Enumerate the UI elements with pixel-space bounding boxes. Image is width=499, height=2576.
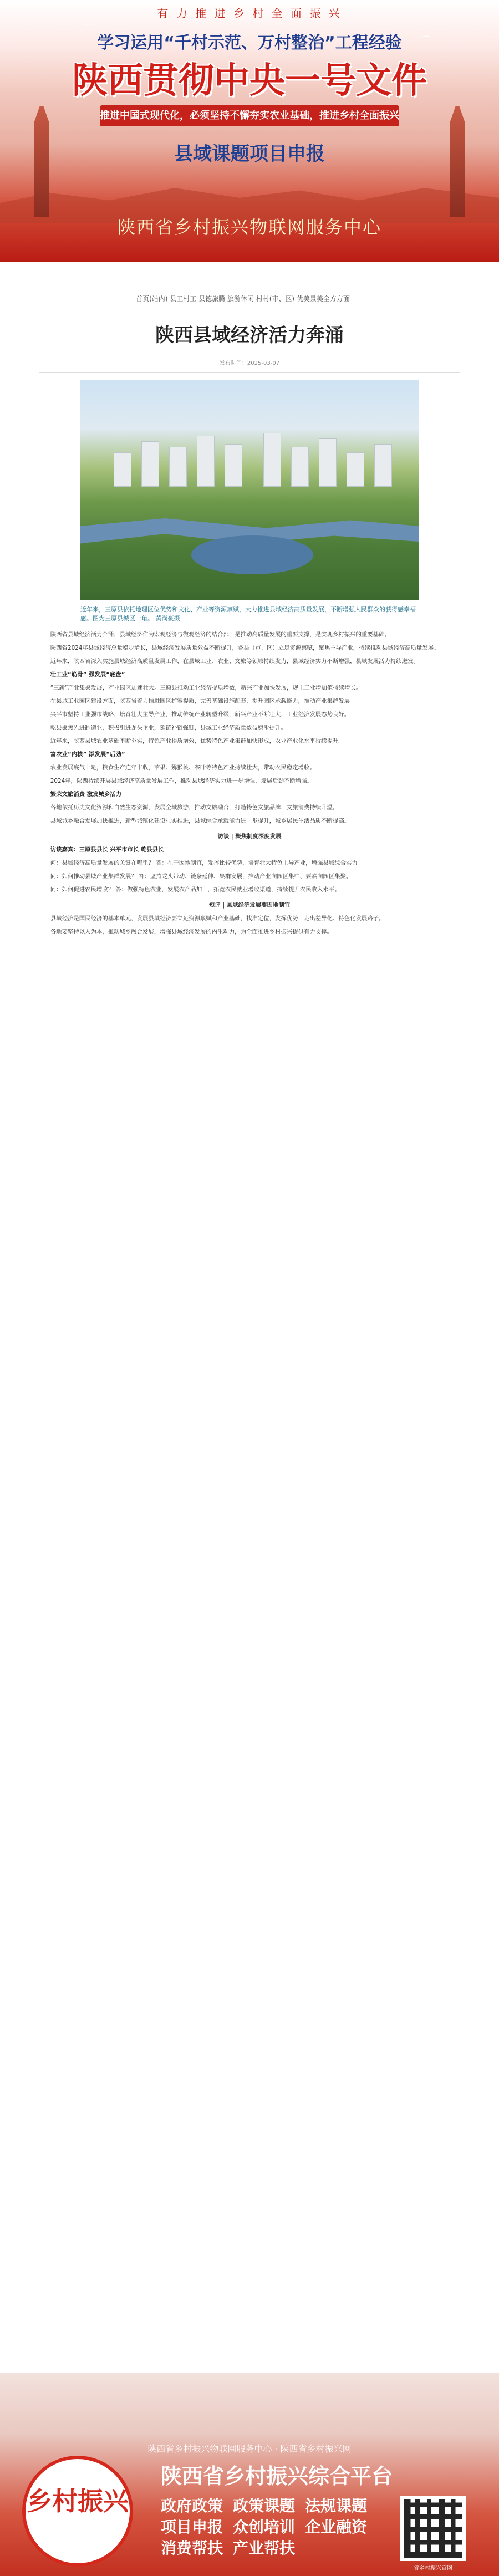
service-item[interactable]: 产业帮扶 [233, 2539, 296, 2557]
logo-badge [22, 2456, 133, 2567]
service-item[interactable]: 政府政策 [161, 2497, 223, 2515]
banner-slogan: 推进中国式现代化，必须坚持不懈夯实农业基础，推进乡村全面振兴 [100, 105, 399, 126]
article-paragraph: 乾县聚焦先进制造业，积极引进龙头企业，延链补链强链，县域工业经济质量效益稳步提升。 [50, 725, 287, 731]
article-paragraph: 陕西省县域经济活力奔涌，县域经济作为宏观经济与微观经济的结合部，是推动高质量发展的重要支撑，是实现乡村振兴的重要基础。 [50, 631, 390, 638]
building [197, 436, 215, 487]
service-item[interactable]: 项目申报 [161, 2518, 223, 2536]
article-paragraph: 县域经济是国民经济的基本单元，发展县域经济要立足资源禀赋和产业基础，找准定位，发挥优势，走出差异化、特色化发展路子。 [50, 915, 385, 922]
article-paragraph: 各地依托历史文化资源和自然生态资源，发展全域旅游，推动文旅融合，打造特色文旅品牌，文旅消费持续升温。 [50, 804, 339, 811]
building [263, 433, 281, 487]
article-paragraph: 繁荣文旅消费 激发城乡活力 [50, 791, 122, 798]
footer-banner [0, 2373, 499, 2576]
article-paragraph: 壮工业“筋骨” 强发展“底盘” [50, 671, 125, 678]
banner-top-slogan: 有 力 推 进 乡 村 全 面 振 兴 [157, 7, 342, 20]
article-paragraph: 陕西省2024年县域经济总量稳步增长，县域经济发展质量效益不断提升，各县（市、区）立足资源禀赋，聚焦主导产业，持续推动县域经济高质量发展。 [50, 645, 440, 651]
article-paragraph: 近年来，陕西省深入实施县域经济高质量发展工作，在县域工业、农业、文旅等领域持续发力，县域经济实力不断增强，县域发展活力持续迸发。 [50, 658, 419, 665]
banner-title: 陕西贯彻中央一号文件 [72, 60, 427, 101]
article-paragraph: 2024年，陕西持续开展县域经济高质量发展工作，推动县域经济实力进一步增强，发展后劲不断增强。 [50, 778, 313, 784]
article-paragraph: 问：如何促进农民增收？ 答：做强特色农业，发展农产品加工，拓宽农民就业增收渠道，持续提升农民收入水平。 [50, 886, 340, 893]
article-meta: 发布时间：2025-03-07 [219, 360, 280, 366]
qr-code[interactable] [400, 2496, 466, 2561]
building [319, 438, 337, 487]
article-body [39, 630, 460, 937]
building [114, 452, 131, 487]
logo-badge-text: 乡村振兴 [27, 2486, 129, 2516]
banner-project: 县域课题项目申报 [174, 143, 325, 165]
article-title: 陕西县域经济活力奔涌 [155, 324, 344, 346]
article-paragraph: 问：县域经济高质量发展的关键在哪里？ 答：在于因地制宜，发挥比较优势，培育壮大特色主导产业，增强县域综合实力。 [50, 860, 364, 866]
article-photo [80, 380, 419, 600]
service-item[interactable]: 消费帮扶 [161, 2539, 223, 2557]
service-item[interactable]: 企业融资 [305, 2518, 368, 2536]
photo-caption: 近年来，三原县依托地理区位优势和文化、产业等资源禀赋，大力推进县域经济高质量发展，不断增强人民群众的获得感幸福感。图为三原县城区一角。 黄尚豪摄 [80, 606, 416, 622]
article-paragraph: 农业发展底气十足，粮食生产连年丰收，苹果、猕猴桃、茶叶等特色产业持续壮大，带动农民稳定增收。 [50, 764, 315, 771]
lake [191, 535, 313, 574]
service-item[interactable]: 法规课题 [305, 2497, 368, 2515]
article-paragraph: 在县域工业园区建设方面，陕西省着力推进园区扩容提质，完善基础设施配套，提升园区承载能力，推动产业集群发展。 [50, 698, 356, 705]
building [291, 447, 309, 487]
service-item[interactable]: 众创培训 [233, 2518, 296, 2536]
footer-top-text: 陕西省乡村振兴物联网服务中心 · 陕西省乡村振兴网 [147, 2444, 352, 2454]
article [39, 262, 460, 940]
header-banner [0, 0, 499, 262]
article-paragraph: 问：如何推动县域产业集群发展？ 答：坚持龙头带动、链条延伸、集群发展，推动产业向园区集中、要素向园区集聚。 [50, 873, 352, 880]
building [169, 447, 187, 487]
divider [39, 372, 460, 373]
service-list [161, 2496, 383, 2559]
building [347, 452, 364, 487]
qr-pattern [404, 2499, 462, 2558]
service-item[interactable]: 政策课题 [233, 2497, 296, 2515]
banner-center-name: 陕西省乡村振兴物联网服务中心 [117, 217, 381, 238]
building [374, 444, 392, 487]
building [225, 444, 242, 487]
article-paragraph: 富农业“内核” 添发展“后劲” [50, 751, 125, 758]
building [141, 441, 159, 487]
bird-icon: ⌒ [421, 35, 431, 47]
article-paragraph: 兴平市坚持工业强市战略，培育壮大主导产业，推动传统产业转型升级，新兴产业不断壮大，工业经济发展态势良好。 [50, 711, 350, 718]
article-paragraph: 县域城乡融合发展加快推进，新型城镇化建设扎实推进，县城综合承载能力进一步提升，城乡居民生活品质不断提高。 [50, 818, 350, 824]
qr-caption: 省乡村振兴官网 [414, 2565, 452, 2572]
banner-subtitle: 学习运用“千村示范、万村整治”工程经验 [97, 33, 402, 53]
article-paragraph: 访谈 | 聚焦制度深度发展 [217, 833, 282, 840]
footer-title: 陕西省乡村振兴综合平台 [161, 2464, 393, 2488]
article-paragraph: 访谈嘉宾：三原县县长 兴平市市长 乾县县长 [50, 846, 164, 853]
article-paragraph: “三新”产业集聚发展，产业园区加速壮大。三原县推动工业经济提质增效，新兴产业加快发展，规上工业增加值持续增长。 [50, 685, 362, 691]
breadcrumb[interactable]: 首页(站内) 县工村工 县德旅腾 旅游休闲 村村(市、区) 优美景美全方方面—— [136, 295, 363, 303]
article-paragraph: 短评 | 县域经济发展要因地制宜 [208, 902, 291, 909]
article-paragraph: 各地要坚持以人为本，推动城乡融合发展，增强县域经济发展的内生动力，为全面推进乡村振兴提供有力支撑。 [50, 929, 333, 935]
bird-icon: ⌒ [83, 24, 93, 36]
article-paragraph: 近年来，陕西县域农业基础不断夯实，特色产业提质增效，优势特色产业集群加快形成，农业产业化水平持续提升。 [50, 738, 344, 744]
